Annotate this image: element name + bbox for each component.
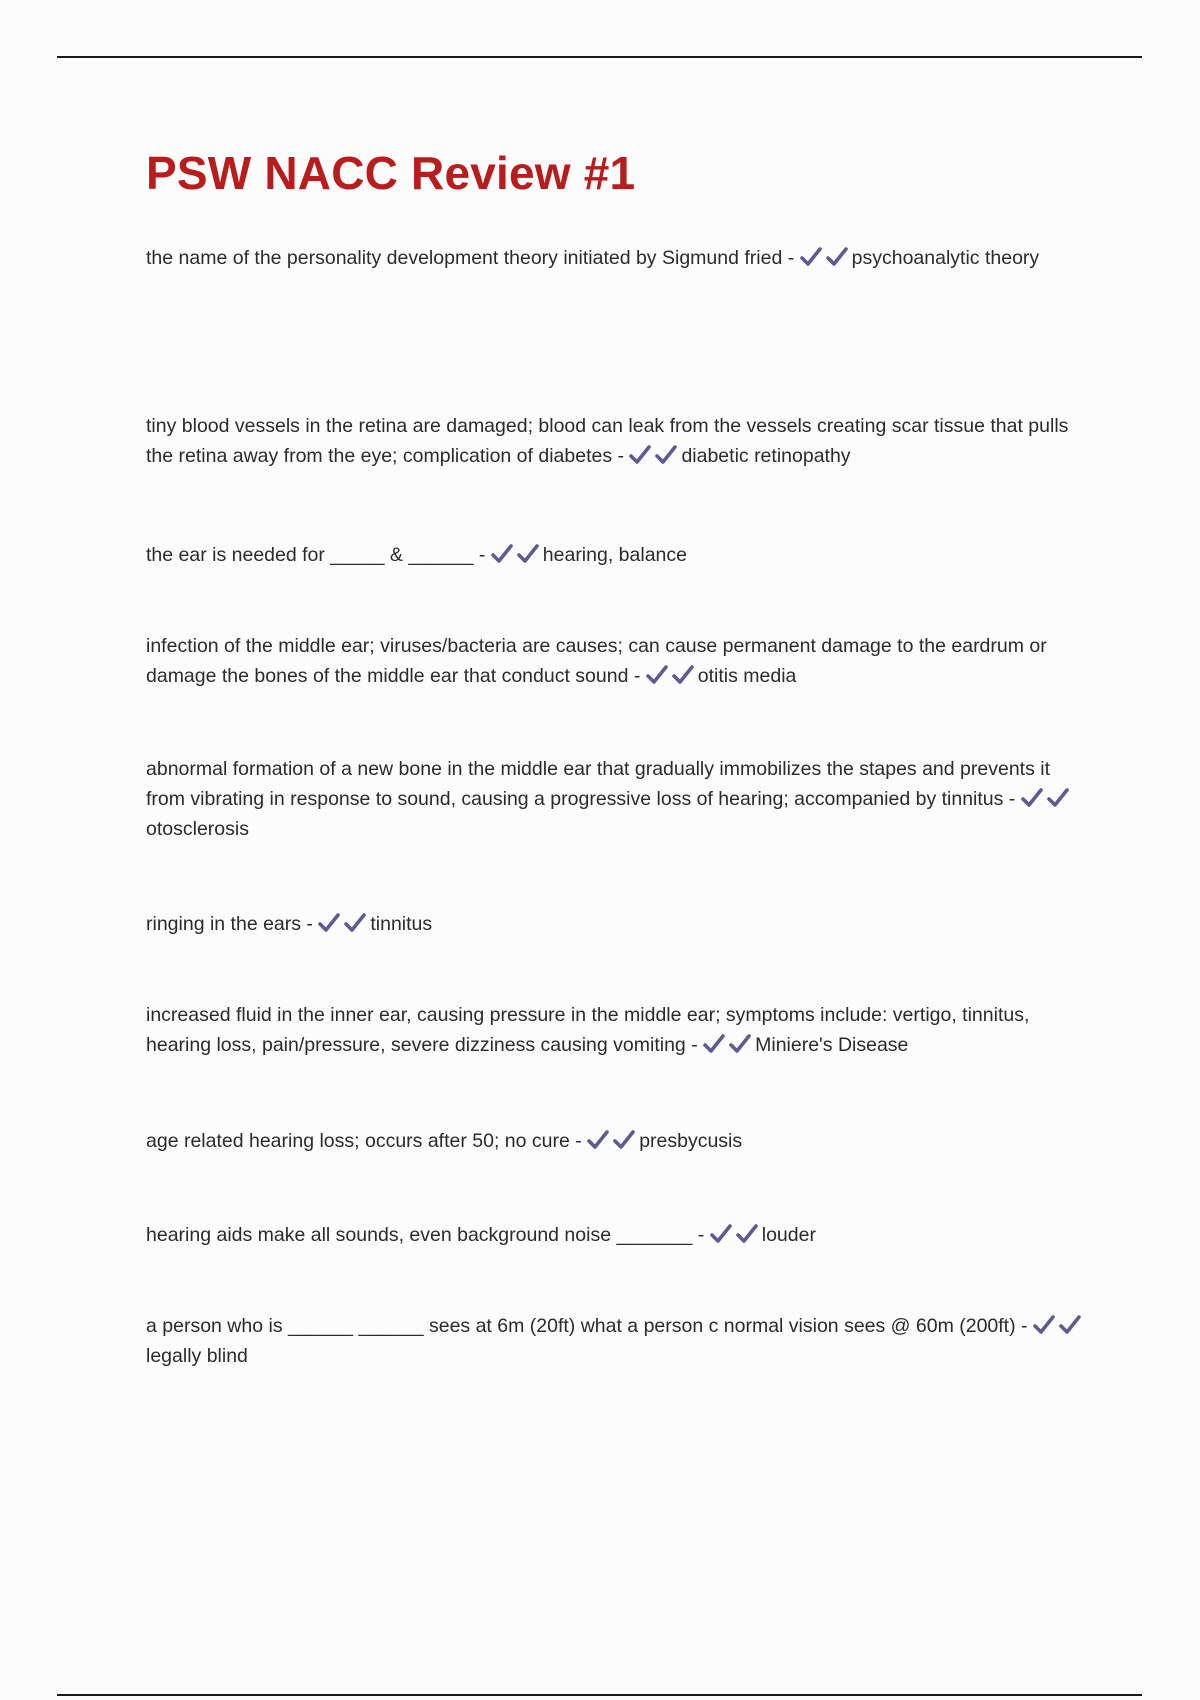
answer-checks — [587, 1126, 639, 1156]
page-title: PSW NACC Review #1 — [146, 147, 636, 199]
qa-item — [146, 754, 1092, 844]
qa-answer: otosclerosis — [146, 818, 249, 840]
answer-checks — [703, 1030, 755, 1060]
qa-answer: diabetic retinopathy — [681, 445, 851, 467]
qa-item — [146, 631, 1092, 691]
answer-checks — [1021, 784, 1073, 814]
qa-separator: - — [782, 247, 800, 269]
answer-checks — [318, 909, 370, 939]
qa-answer: otitis media — [697, 665, 797, 687]
checkmark-icon — [613, 1130, 635, 1150]
checkmark-icon — [703, 1034, 725, 1054]
bottom-rule — [57, 1694, 1142, 1696]
qa-question: a person who is ______ ______ sees at 6m (20ft) what a person c normal vision sees @ 60m (200ft) — [146, 1315, 1016, 1337]
checkmark-icon — [646, 665, 668, 685]
qa-question: age related hearing loss; occurs after 50; no cure — [146, 1130, 570, 1152]
qa-question: abnormal formation of a new bone in the middle ear that gradually immobilizes the stapes and prevents it from vibrating in response to sound, causing a progressive loss of hearing; accompanied by tinnitus — [146, 758, 1050, 810]
checkmark-icon — [318, 913, 340, 933]
qa-item — [146, 1311, 1092, 1371]
checkmark-icon — [672, 665, 694, 685]
answer-checks — [646, 661, 698, 691]
qa-answer: psychoanalytic theory — [851, 247, 1040, 269]
checkmark-icon — [587, 1130, 609, 1150]
qa-question: increased fluid in the inner ear, causing pressure in the middle ear; symptoms include: vertigo, tinnitus, hearing loss, pain/pressure, severe dizziness causing vomiting — [146, 1004, 1030, 1056]
qa-question: tiny blood vessels in the retina are damaged; blood can leak from the vessels creating scar tissue that pulls the retina away from the eye; complication of diabetes — [146, 415, 1069, 467]
checkmark-icon — [736, 1224, 758, 1244]
answer-checks — [710, 1220, 762, 1250]
qa-item — [146, 1220, 1092, 1250]
answer-checks — [1033, 1311, 1085, 1341]
qa-item — [146, 1000, 1092, 1060]
qa-answer: louder — [761, 1224, 816, 1246]
qa-separator: - — [1015, 1315, 1033, 1337]
qa-question: hearing aids make all sounds, even background noise _______ — [146, 1224, 693, 1246]
answer-checks — [800, 243, 852, 273]
qa-separator: - — [473, 544, 491, 566]
qa-answer: presbycusis — [639, 1130, 743, 1152]
checkmark-icon — [710, 1224, 732, 1244]
checkmark-icon — [1047, 788, 1069, 808]
qa-item — [146, 909, 1092, 939]
checkmark-icon — [826, 247, 848, 267]
checkmark-icon — [729, 1034, 751, 1054]
qa-question: the ear is needed for _____ & ______ — [146, 544, 474, 566]
qa-answer: hearing, balance — [542, 544, 687, 566]
qa-item — [146, 243, 1092, 273]
checkmark-icon — [491, 544, 513, 564]
qa-separator: - — [569, 1130, 588, 1152]
checkmark-icon — [800, 247, 822, 267]
qa-separator: - — [692, 1224, 710, 1246]
checkmark-icon — [344, 913, 366, 933]
qa-separator: - — [1003, 788, 1021, 810]
qa-question: the name of the personality development theory initiated by Sigmund fried — [146, 247, 783, 269]
qa-separator: - — [685, 1034, 704, 1056]
checkmark-icon — [655, 445, 677, 465]
qa-question: infection of the middle ear; viruses/bacteria are causes; can cause permanent damage to the eardrum or damage the bones of the middle ear that conduct sound — [146, 635, 1047, 687]
top-rule — [57, 56, 1142, 58]
checkmark-icon — [1021, 788, 1043, 808]
qa-item — [146, 1126, 1092, 1156]
qa-separator: - — [628, 665, 646, 687]
qa-separator: - — [301, 913, 319, 935]
checkmark-icon — [517, 544, 539, 564]
answer-checks — [629, 441, 681, 471]
qa-answer: legally blind — [146, 1345, 248, 1367]
checkmark-icon — [1059, 1315, 1081, 1335]
qa-answer: Miniere's Disease — [755, 1034, 909, 1056]
checkmark-icon — [629, 445, 651, 465]
qa-item — [146, 540, 1092, 570]
qa-question: ringing in the ears — [146, 913, 302, 935]
answer-checks — [491, 540, 543, 570]
qa-separator: - — [612, 445, 630, 467]
qa-item — [146, 411, 1092, 471]
qa-answer: tinnitus — [370, 913, 433, 935]
checkmark-icon — [1033, 1315, 1055, 1335]
